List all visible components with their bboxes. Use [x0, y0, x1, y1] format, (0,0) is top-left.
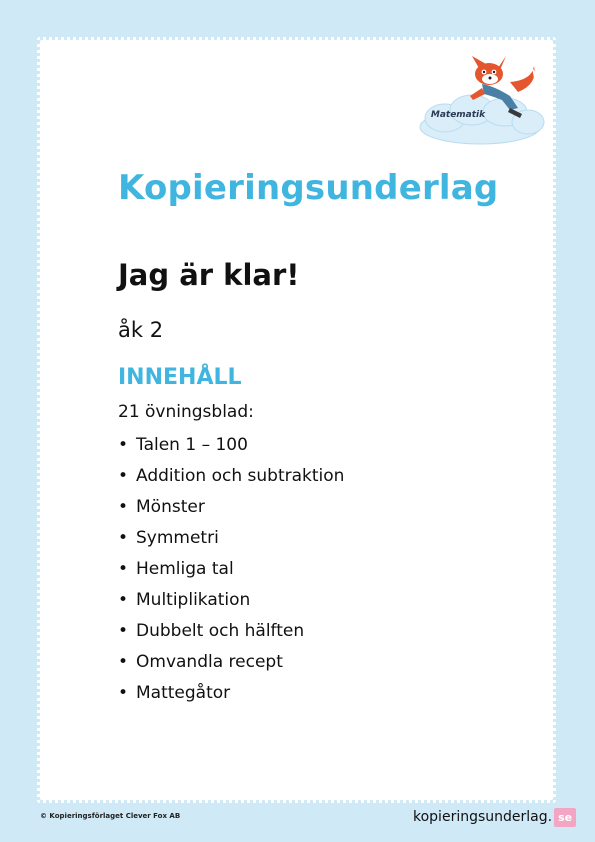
list-item	[118, 430, 344, 461]
list-item	[118, 616, 344, 647]
bullet: •	[118, 652, 129, 672]
list-item	[118, 647, 344, 678]
list-item	[118, 461, 344, 492]
bullet: •	[118, 590, 129, 610]
document-title: Kopieringsunderlag	[118, 168, 499, 208]
bullet: •	[118, 435, 129, 455]
bullet: •	[118, 497, 129, 517]
fox-on-cloud-icon	[410, 52, 550, 152]
brand-tld: se	[554, 808, 576, 827]
list-item	[118, 523, 344, 554]
contents-intro: 21 övningsblad:	[118, 402, 254, 422]
document-subtitle: Jag är klar!	[118, 258, 300, 292]
list-item-label: Dubbelt och hälften	[136, 621, 305, 641]
list-item	[118, 554, 344, 585]
list-item-label: Mönster	[136, 497, 205, 517]
bullet: •	[118, 683, 129, 703]
list-item	[118, 678, 344, 709]
copyright-notice: © Kopieringsförlaget Clever Fox AB	[40, 812, 181, 820]
list-item-label: Omvandla recept	[136, 652, 283, 672]
bullet: •	[118, 621, 129, 641]
contents-heading: INNEHÅLL	[118, 365, 242, 390]
list-item-label: Addition och subtraktion	[136, 466, 345, 486]
bullet: •	[118, 559, 129, 579]
list-item	[118, 492, 344, 523]
list-item-label: Hemliga tal	[136, 559, 234, 579]
brand-name: kopieringsunderlag.	[413, 809, 553, 825]
subject-label: Matematik	[430, 110, 486, 120]
contents-list	[118, 430, 344, 709]
list-item-label: Mattegåtor	[136, 683, 231, 703]
brand-logo	[413, 805, 576, 829]
list-item	[118, 585, 344, 616]
bullet: •	[118, 466, 129, 486]
bullet: •	[118, 528, 129, 548]
grade-level: åk 2	[118, 318, 164, 342]
list-item-label: Symmetri	[136, 528, 219, 548]
list-item-label: Multiplikation	[136, 590, 251, 610]
list-item-label: Talen 1 – 100	[136, 435, 248, 455]
worksheet-cover	[40, 40, 573, 825]
